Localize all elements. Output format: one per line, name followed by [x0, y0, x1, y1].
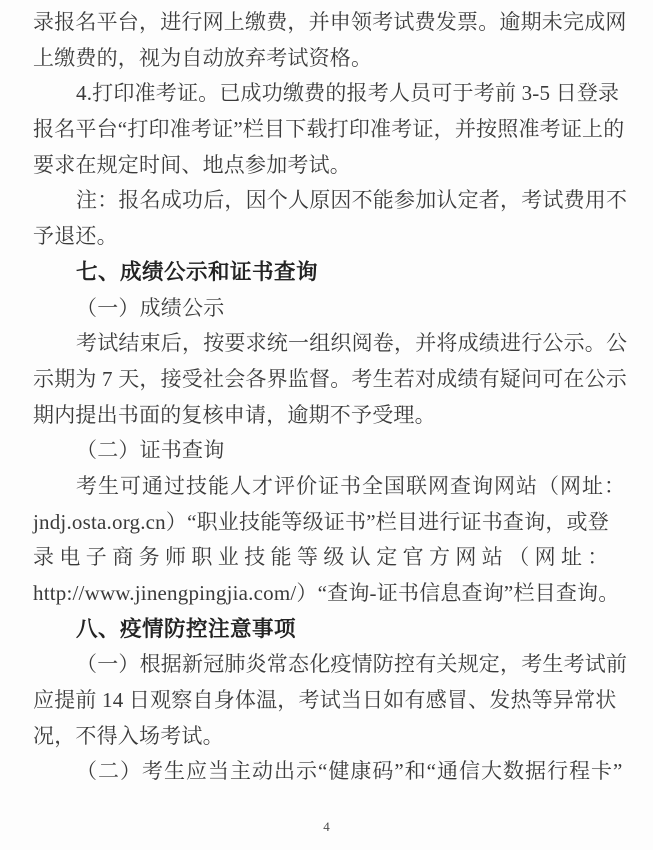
section-heading: 七、成绩公示和证书查询: [76, 259, 319, 284]
document-text-block: [33, 5, 629, 790]
text-line: 考生可通过技能人才评价证书全国联网查询网站（网址：: [76, 473, 626, 498]
page-number: 4: [323, 819, 330, 834]
text-line: 注：报名成功后，因个人原因不能参加认定者，考试费用不: [76, 188, 628, 213]
text-line: 况，不得入场考试。: [33, 723, 224, 748]
text-line: 报名平台“打印准考证”栏目下载打印准考证，并按照准考证上的: [33, 117, 625, 142]
text-line: jndj.osta.org.cn）“职业技能等级证书”栏目进行证书查询，或登: [33, 509, 609, 534]
text-line: 予退还。: [33, 224, 118, 249]
text-line: （二）考生应当主动出示“健康码”和“通信大数据行程卡”: [76, 759, 624, 784]
text-line: 期内提出书面的复核申请，逾期不予受理。: [33, 402, 436, 427]
text-line: 录电子商务师职业技能等级认定官方网站（网址：: [33, 545, 614, 570]
subsection-heading: （二）证书查询: [76, 438, 225, 463]
text-line: 上缴费的，视为自动放弃考试资格。: [33, 45, 373, 70]
text-line: 考试结束后，按要求统一组织阅卷，并将成绩进行公示。公: [76, 331, 628, 356]
text-line: 应提前 14 日观察自身体温，考试当日如有感冒、发热等异常状: [33, 688, 617, 713]
text-line: 示期为 7 天，接受社会各界监督。考生若对成绩有疑问可在公示: [33, 366, 627, 391]
text-line: 要求在规定时间、地点参加考试。: [33, 152, 351, 177]
text-line: 4.打印准考证。已成功缴费的报考人员可于考前 3-5 日登录: [76, 81, 620, 106]
text-line: 录报名平台，进行网上缴费，并申领考试费发票。逾期未完成网: [33, 10, 627, 34]
section-heading: 八、疫情防控注意事项: [76, 616, 297, 641]
text-line: http://www.jinengpingjia.com/）“查询-证书信息查询”栏目查询。: [33, 581, 620, 605]
subsection-heading: （一）成绩公示: [76, 295, 225, 320]
text-line: （一）根据新冠肺炎常态化疫情防控有关规定，考生考试前: [76, 652, 628, 677]
